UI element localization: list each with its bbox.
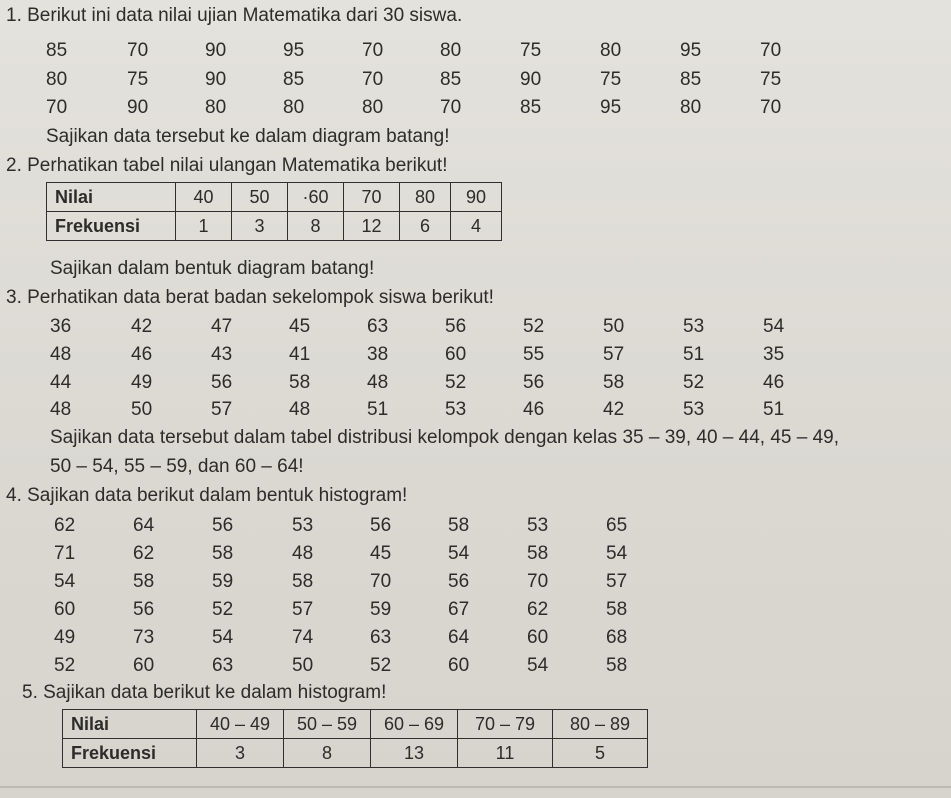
q4-value: 62 <box>133 543 155 564</box>
q4-value: 65 <box>606 515 628 536</box>
q3-value: 45 <box>289 316 311 337</box>
q4-value: 67 <box>448 599 470 620</box>
q2-frekuensi-cell: 12 <box>344 212 400 241</box>
q1-value: 80 <box>440 40 462 61</box>
q4-value: 70 <box>527 571 549 592</box>
q1-instruction: Sajikan data tersebut ke dalam diagram batang! <box>46 126 450 147</box>
q4-value: 57 <box>292 599 314 620</box>
q5-prompt: 5. Sajikan data berikut ke dalam histogram! <box>22 682 387 703</box>
q3-instruction-line2: 50 – 54, 55 – 59, dan 60 – 64! <box>50 456 304 477</box>
q4-value: 52 <box>54 655 76 676</box>
q3-value: 57 <box>603 344 625 365</box>
q4-value: 56 <box>448 571 470 592</box>
q3-value: 42 <box>131 316 153 337</box>
q1-value: 85 <box>440 69 462 90</box>
q3-value: 58 <box>289 372 311 393</box>
q1-value: 85 <box>283 69 305 90</box>
q4-value: 59 <box>212 571 234 592</box>
q2-nilai-cell: 80 <box>400 183 451 212</box>
q2-frekuensi-header: Frekuensi <box>47 212 176 241</box>
q2-nilai-header: Nilai <box>47 183 176 212</box>
q5-nilai-cell: 80 – 89 <box>553 710 648 739</box>
q5-frekuensi-cell: 5 <box>553 739 648 768</box>
q1-value: 75 <box>127 69 149 90</box>
q3-value: 58 <box>603 372 625 393</box>
q3-value: 36 <box>50 316 72 337</box>
q3-instruction-line1: Sajikan data tersebut dalam tabel distribusi kelompok dengan kelas 35 – 39, 40 – 44, 45 – 49, <box>50 427 840 448</box>
q4-value: 54 <box>606 543 628 564</box>
q3-value: 53 <box>683 316 705 337</box>
q4-value: 57 <box>606 571 628 592</box>
q4-value: 50 <box>292 655 314 676</box>
q4-value: 59 <box>370 599 392 620</box>
q4-value: 52 <box>212 599 234 620</box>
q5-nilai-header: Nilai <box>63 710 197 739</box>
q4-value: 63 <box>370 627 392 648</box>
q1-value: 80 <box>362 97 384 118</box>
q3-value: 46 <box>523 399 545 420</box>
q4-prompt: 4. Sajikan data berikut dalam bentuk histogram! <box>6 485 408 506</box>
q4-value: 56 <box>370 515 392 536</box>
q1-value: 90 <box>127 97 149 118</box>
q1-value: 95 <box>600 97 622 118</box>
q4-value: 60 <box>448 655 470 676</box>
q4-value: 60 <box>527 627 549 648</box>
q3-value: 53 <box>683 399 705 420</box>
q1-value: 95 <box>680 40 702 61</box>
q1-value: 70 <box>127 40 149 61</box>
q1-value: 80 <box>283 97 305 118</box>
q3-value: 53 <box>445 399 467 420</box>
q1-value: 70 <box>440 97 462 118</box>
q4-value: 54 <box>54 571 76 592</box>
q4-value: 49 <box>54 627 76 648</box>
q4-value: 58 <box>448 515 470 536</box>
q4-value: 56 <box>212 515 234 536</box>
q3-value: 51 <box>763 399 785 420</box>
q2-frekuensi-cell: 4 <box>451 212 502 241</box>
q3-value: 51 <box>367 399 389 420</box>
q3-value: 42 <box>603 399 625 420</box>
q2-frekuensi-cell: 3 <box>232 212 288 241</box>
q5-frekuensi-cell: 13 <box>371 739 458 768</box>
q3-value: 47 <box>211 316 233 337</box>
q5-nilai-cell: 50 – 59 <box>284 710 371 739</box>
q3-value: 38 <box>367 344 389 365</box>
q3-value: 52 <box>523 316 545 337</box>
q2-prompt: 2. Perhatikan tabel nilai ulangan Matematika berikut! <box>6 155 448 176</box>
q1-value: 85 <box>46 40 68 61</box>
q4-value: 52 <box>370 655 392 676</box>
q4-value: 54 <box>212 627 234 648</box>
q3-value: 52 <box>683 372 705 393</box>
q5-frekuensi-header: Frekuensi <box>63 739 197 768</box>
q1-value: 90 <box>205 40 227 61</box>
q3-value: 60 <box>445 344 467 365</box>
q3-value: 48 <box>367 372 389 393</box>
q4-value: 70 <box>370 571 392 592</box>
q3-value: 56 <box>211 372 233 393</box>
q1-value: 70 <box>362 69 384 90</box>
q4-value: 58 <box>606 599 628 620</box>
q1-value: 80 <box>680 97 702 118</box>
q1-value: 70 <box>362 40 384 61</box>
q1-value: 90 <box>205 69 227 90</box>
q1-value: 90 <box>520 69 542 90</box>
q1-value: 75 <box>760 69 782 90</box>
q3-value: 57 <box>211 399 233 420</box>
q4-value: 53 <box>292 515 314 536</box>
q3-value: 50 <box>603 316 625 337</box>
q1-value: 95 <box>283 40 305 61</box>
q4-value: 56 <box>133 599 155 620</box>
q4-value: 58 <box>527 543 549 564</box>
q4-value: 64 <box>133 515 155 536</box>
q4-value: 73 <box>133 627 155 648</box>
q4-value: 64 <box>448 627 470 648</box>
q2-frekuensi-row <box>47 212 502 241</box>
q1-value: 85 <box>680 69 702 90</box>
q4-value: 60 <box>133 655 155 676</box>
q4-value: 58 <box>212 543 234 564</box>
q4-value: 58 <box>606 655 628 676</box>
q4-value: 53 <box>527 515 549 536</box>
q1-value: 70 <box>760 97 782 118</box>
q4-value: 71 <box>54 543 76 564</box>
q4-value: 58 <box>133 571 155 592</box>
q5-nilai-row <box>63 710 648 739</box>
q3-value: 44 <box>50 372 72 393</box>
q4-value: 62 <box>527 599 549 620</box>
q1-value: 70 <box>46 97 68 118</box>
q2-nilai-cell: ·60 <box>288 183 344 212</box>
q2-nilai-cell: 90 <box>451 183 502 212</box>
q2-frequency-table <box>46 182 502 241</box>
q3-prompt: 3. Perhatikan data berat badan sekelompok siswa berikut! <box>6 287 494 308</box>
q2-frekuensi-cell: 8 <box>288 212 344 241</box>
q5-frekuensi-row <box>63 739 648 768</box>
q5-nilai-cell: 40 – 49 <box>197 710 284 739</box>
q3-value: 56 <box>523 372 545 393</box>
q5-nilai-cell: 60 – 69 <box>371 710 458 739</box>
q3-value: 48 <box>289 399 311 420</box>
q3-value: 63 <box>367 316 389 337</box>
q2-frekuensi-cell: 6 <box>400 212 451 241</box>
q1-value: 80 <box>46 69 68 90</box>
q1-value: 85 <box>520 97 542 118</box>
q4-value: 60 <box>54 599 76 620</box>
q3-value: 41 <box>289 344 311 365</box>
q1-prompt: 1. Berikut ini data nilai ujian Matematika dari 30 siswa. <box>6 5 463 26</box>
q4-value: 45 <box>370 543 392 564</box>
q3-value: 46 <box>131 344 153 365</box>
q1-value: 80 <box>600 40 622 61</box>
q4-value: 48 <box>292 543 314 564</box>
q4-value: 54 <box>527 655 549 676</box>
q1-value: 70 <box>760 40 782 61</box>
q4-value: 58 <box>292 571 314 592</box>
q4-value: 54 <box>448 543 470 564</box>
q4-value: 62 <box>54 515 76 536</box>
q5-frekuensi-cell: 3 <box>197 739 284 768</box>
q3-value: 48 <box>50 399 72 420</box>
q3-value: 54 <box>763 316 785 337</box>
q3-value: 50 <box>131 399 153 420</box>
q5-frekuensi-cell: 8 <box>284 739 371 768</box>
q3-value: 51 <box>683 344 705 365</box>
q1-value: 75 <box>520 40 542 61</box>
q1-value: 80 <box>205 97 227 118</box>
q2-nilai-cell: 70 <box>344 183 400 212</box>
q2-nilai-row <box>47 183 502 212</box>
q2-frekuensi-cell: 1 <box>176 212 232 241</box>
q4-value: 74 <box>292 627 314 648</box>
q5-frequency-table <box>62 709 648 768</box>
q1-value: 75 <box>600 69 622 90</box>
page-bottom-edge <box>0 786 951 788</box>
q5-frekuensi-cell: 11 <box>458 739 553 768</box>
q3-value: 35 <box>763 344 785 365</box>
q2-nilai-cell: 50 <box>232 183 288 212</box>
q2-instruction: Sajikan dalam bentuk diagram batang! <box>50 258 375 279</box>
q2-nilai-cell: 40 <box>176 183 232 212</box>
q3-value: 43 <box>211 344 233 365</box>
q3-value: 46 <box>763 372 785 393</box>
q3-value: 49 <box>131 372 153 393</box>
q4-value: 63 <box>212 655 234 676</box>
q5-nilai-cell: 70 – 79 <box>458 710 553 739</box>
q3-value: 48 <box>50 344 72 365</box>
q4-value: 68 <box>606 627 628 648</box>
q3-value: 55 <box>523 344 545 365</box>
q3-value: 52 <box>445 372 467 393</box>
q3-value: 56 <box>445 316 467 337</box>
